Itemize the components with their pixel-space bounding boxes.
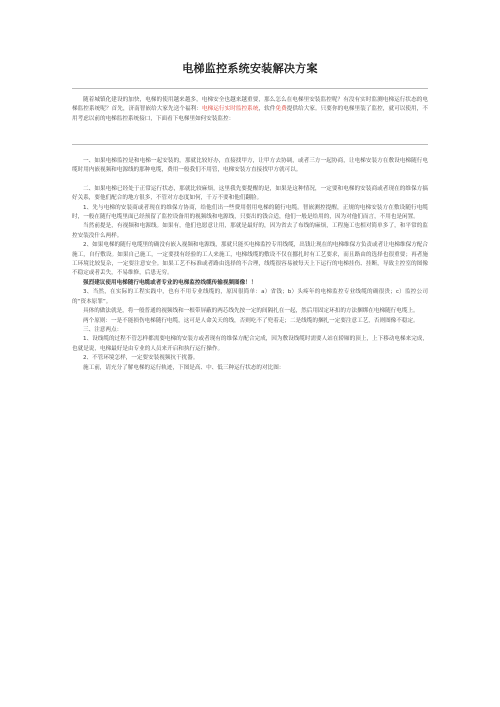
title-divider	[72, 88, 428, 89]
highlight-paragraph: 强烈建议使用电梯随行电缆或者专业的电梯监控线缆传输视频图像！！	[83, 279, 257, 286]
document-sections	[72, 148, 428, 373]
paragraph: 二、如果电梯已经处于正常运行状态，那就比较麻烦，这里我先要提醒的是，如果是这种情况，一定要和电梯的安装商或者现在的维保方搞好关系，要他们配合的地方很多，不管对方态度如何，千万不要和他们翻脸。	[72, 185, 428, 202]
paragraph: 2、如果电梯的随行电缆里的确没有嵌入视频和电源线，那就只能买电梯监控专用线缆，出钱让现在的电梯维保方负责或者让电梯维保方配合施工，自行敷设。如果自己施工，一定要找有经验的工人来施工，电梯线缆的敷设不仅在挪扎时有工艺要求，而且路由的选择也很重要；再者施工环境比较复杂，一定要注意安全。如果工艺不标准或者路由选择的不合理，线缆很容易被每天上下运行的电梯挂伤、挂断，导致主控室的图像不稳定或者丢失，不易维修，后患无穷。	[72, 242, 428, 277]
paragraph: 一、如果电梯监控是和电梯一起安装的，那就比较好办，直接找甲方，让甲方去协调，或者三方一起协商，让电梯安装方在敷设电梯随行电缆时用内嵌视频和电源线的那种电缆，费用一般我们不用管，电梯安装方直接找甲方就可以。	[72, 158, 428, 174]
paragraph: 1、先与电梯的安装商或者现在的维保方协商，给他们出一些费用借用电梯的随行电缆。智嵌测控提醒，正规的电梯安装方在敷设随行电缆时，一般在随行电缆里面已经预留了监控设备用的视频线和电源线，只要出的钱合适，他们一般是给用的，因为对他们而言，不用也是闲置。	[72, 204, 428, 221]
section-divider	[72, 144, 428, 145]
document-body	[72, 96, 428, 124]
free-link[interactable]: 免费	[275, 106, 287, 113]
paragraph: 两个原则：一是不能损伤电梯随行电缆，这可是人命关天的线，否则吃不了兜着走；二是线缆的捆扎一定要注意工艺，否则图像不稳定。	[83, 317, 419, 324]
system-link[interactable]: 电梯运行实时监控系统	[201, 106, 259, 113]
paragraph: 3、当然，在实际的工程实践中，也有不用专业线缆的，原因很简单：a）省钱；b）头疼年的电梯监控专业线缆的确很贵；c）监控公司的“资本原罪”。	[72, 289, 428, 305]
paragraph: 1、设线缆的过程不管怎样都需要电梯的安装方或者现有的维保方配合完成，因为敷设线缆时需要人站在轿厢的顶上，上下移动电梯来完成，也就是说，电梯最好是由专业的人员来开启和执行运行操作。	[72, 336, 428, 352]
paragraph: 具体的做法就是，将一般普通的视频线和一根带屏蔽的两芯线先按一定的间隔扎在一起，然后用固定环扣的方法捆绑在电梯随行电缆上。	[83, 308, 419, 315]
paragraph: 三、注意两点：	[83, 326, 123, 333]
paragraph: 2、不管环境怎样，一定要安装视频抗干扰器。	[83, 355, 199, 362]
paragraph: 当然前提是，有视频和电源线。如果有，他们也愿意让用，那就是最好的，因为省去了布线的麻烦，工程施工也相对简单多了，和平常的监控安装没什么两样。	[72, 223, 428, 239]
paragraph: 施工前，请充分了解电梯的运行轨迹，下图是高、中、低三种运行状态的对比图：	[83, 364, 285, 371]
intro-paragraph: 随着城镇化建设的加快，电梯的使用越来越多，电梯安全也越来越重要，那么怎么在电梯里安装监控呢？有没有实时监测电梯运行状态的电梯监控系统呢？首先，济南智嵌给大家先送个福利：电梯运行实时监控系统，软件免费提供给大家。只要你的电梯里装了监控，就可以使用，不用考虑以前的电梯监控系统接口，下面看下电梯里如何安装监控：	[72, 97, 428, 122]
page-title: 电梯监控系统安装解决方案	[182, 62, 318, 75]
